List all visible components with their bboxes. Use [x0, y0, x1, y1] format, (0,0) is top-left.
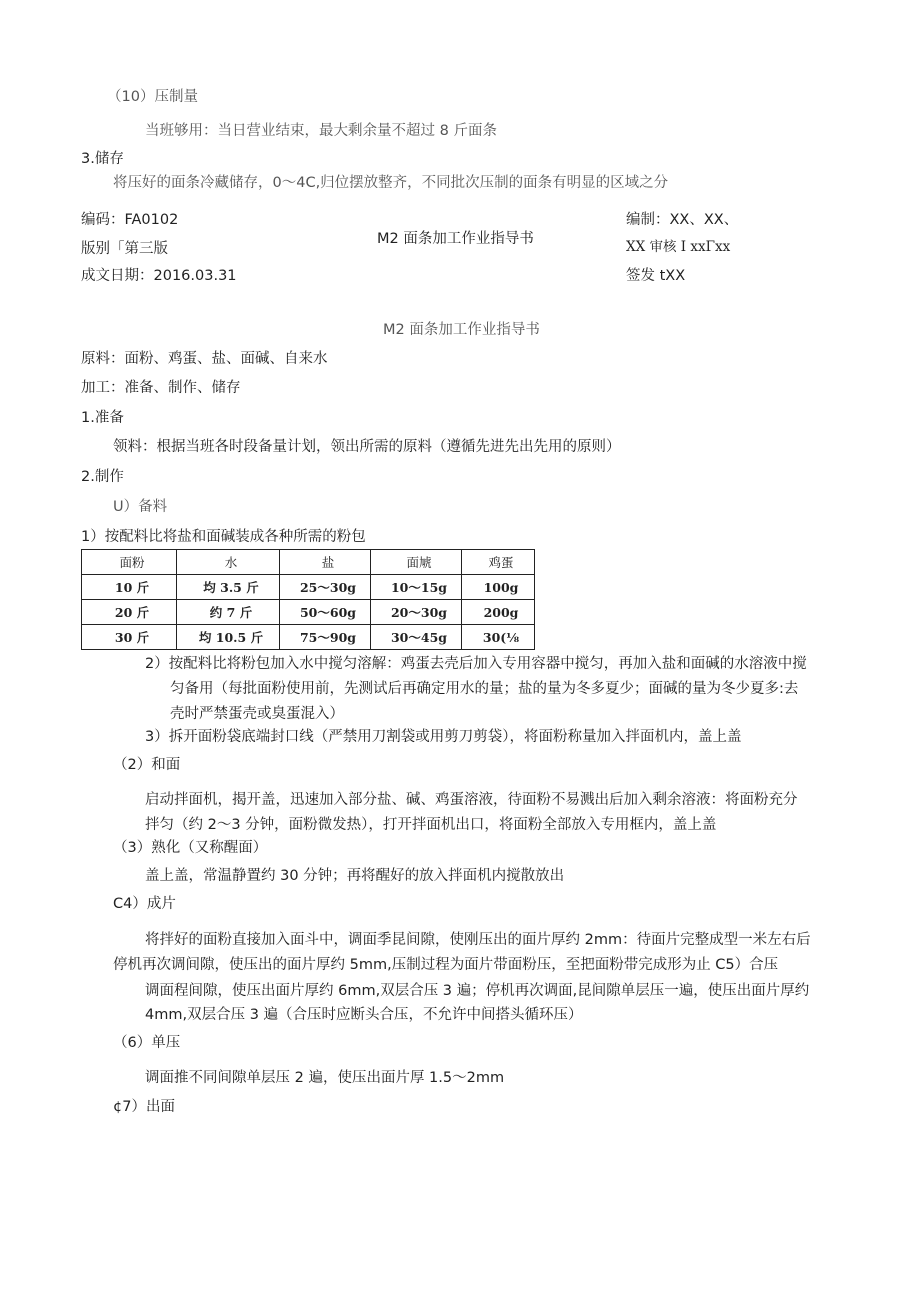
paragraph: 停机再次调间隙，使压出的面片厚约 5mm,压制过程为面片带面粉压，至把面粉带完成形为止 C5）合压 — [113, 957, 779, 973]
table-row — [82, 575, 535, 600]
table-cell: 25～30g — [280, 575, 371, 600]
table-cell: 均 10.5 斤 — [177, 625, 280, 650]
paragraph: 调面推不同间隙单层压 2 遍，使压出面片厚 1.5～2mm — [145, 1070, 505, 1086]
table-cell: 均 3.5 斤 — [177, 575, 280, 600]
table-cell: 50～60g — [280, 600, 371, 625]
paragraph: 将拌好的面粉直接加入面斗中，调面季昆间隙，使刚压出的面片厚约 2mm：待面片完整成型一米左右后 — [145, 932, 811, 948]
doc-date: 成文日期：2016.03.31 — [81, 268, 237, 284]
paragraph: 盖上盖，常温静置约 30 分钟；再将醒好的放入拌面机内搅散放出 — [145, 868, 565, 884]
header-title: M2 面条加工作业指导书 — [377, 231, 534, 247]
paragraph: 拌匀（约 2～3 分钟，面粉微发热），打开拌面机出口，将面粉全部放入专用框内，盖上盖 — [145, 817, 717, 833]
doc-edition: 版别「第三版 — [81, 241, 168, 257]
step-1: 1）按配料比将盐和面碱装成各种所需的粉包 — [81, 529, 366, 545]
doc-title: M2 面条加工作业指导书 — [383, 322, 540, 338]
section-10-heading: （10）压制量 — [107, 89, 198, 105]
paragraph: 启动拌面机，揭开盖，迅速加入部分盐、碱、鸡蛋溶液，待面粉不易溅出后加入剩余溶液：将面粉充分 — [145, 792, 798, 808]
doc-code: 编码：FA0102 — [81, 212, 179, 228]
section-7-sub-heading: ¢7）出面 — [113, 1099, 175, 1115]
table-cell: 约 7 斤 — [177, 600, 280, 625]
table-cell: 30(⅛ — [462, 625, 535, 650]
step-2: 2）按配料比将粉包加入水中搅匀溶解：鸡蛋去壳后加入专用容器中搅匀，再加入盐和面碱的水溶液中搅 — [145, 656, 807, 672]
table-header-row — [82, 550, 535, 575]
raw-materials: 原料：面粉、鸡蛋、盐、面碱、自来水 — [81, 351, 328, 367]
table-cell: 200g — [462, 600, 535, 625]
table-header: 水 — [177, 550, 280, 575]
paragraph: 当班够用：当日营业结束，最大剩余量不超过 8 斤面条 — [145, 123, 497, 139]
section-6-sub-heading: （6）单压 — [113, 1035, 181, 1051]
paragraph: 领料：根据当班各时段备量计划，领出所需的原料（遵循先进先出先用的原则） — [113, 439, 621, 455]
section-3-sub-heading: （3）熟化（又称醒面） — [113, 840, 268, 856]
table-header: 盐 — [280, 550, 371, 575]
paragraph: 调面程间隙，使压出面片厚约 6mm,双层合压 3 遍；停机再次调面,昆间隙单层压一遍，使压出面片厚约 — [145, 983, 810, 999]
table-cell: 20 斤 — [82, 600, 177, 625]
table-cell: 10 斤 — [82, 575, 177, 600]
table-header: 面虓 — [371, 550, 462, 575]
table-cell: 100g — [462, 575, 535, 600]
section-2-sub-heading: （2）和面 — [113, 757, 181, 773]
section-2-heading: 2.制作 — [81, 469, 124, 485]
table-cell: 20～30g — [371, 600, 462, 625]
doc-reviewer: XX 审核 I xxΓxx — [626, 239, 731, 255]
doc-compiler: 编制：XX、XX、 — [626, 212, 739, 228]
section-1-heading: 1.准备 — [81, 410, 124, 426]
step-3: 3）拆开面粉袋底端封口线（严禁用刀割袋或用剪刀剪袋），将面粉称量加入拌面机内，盖上盖 — [145, 729, 742, 745]
paragraph: 将压好的面条冷藏储存，0～4C,归位摆放整齐，不同批次压制的面条有明显的区域之分 — [113, 175, 669, 191]
table-cell: 75～90g — [280, 625, 371, 650]
paragraph: 4mm,双层合压 3 遍（合压时应断头合压，不允许中间搭头循环压） — [145, 1007, 583, 1023]
table-cell: 30～45g — [371, 625, 462, 650]
table-cell: 30 斤 — [82, 625, 177, 650]
section-4-sub-heading: C4）成片 — [113, 896, 176, 912]
table-header: 面粉 — [82, 550, 177, 575]
step-2-cont: 壳时严禁蛋壳或臭蛋混入） — [170, 706, 344, 722]
subsection-heading: U）备料 — [113, 499, 168, 515]
table-row — [82, 600, 535, 625]
step-2-cont: 匀备用（每批面粉使用前，先测试后再确定用水的量；盐的量为冬多夏少；面碱的量为冬少夏多:去 — [170, 681, 799, 697]
table-row — [82, 625, 535, 650]
section-3-heading: 3.储存 — [81, 151, 124, 167]
table-header: 鸡蛋 — [462, 550, 535, 575]
process-steps: 加工：准备、制作、储存 — [81, 380, 241, 396]
doc-issuer: 签发 tXX — [626, 268, 686, 284]
ingredient-table — [81, 549, 535, 650]
table-cell: 10～15g — [371, 575, 462, 600]
